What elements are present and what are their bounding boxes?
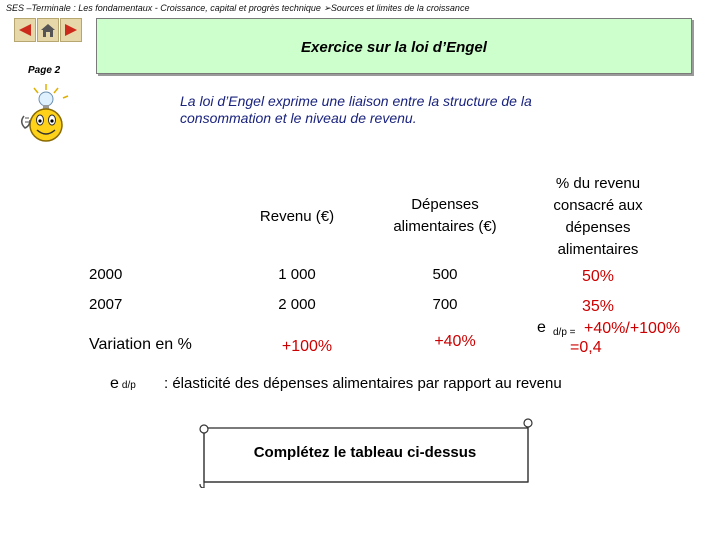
elasticity-definition [110, 375, 562, 393]
header-percent-line1: % du revenu [555, 175, 641, 192]
elasticity-calc-sub: d/p = [553, 327, 576, 338]
header-depenses-line1: Dépenses [411, 196, 479, 213]
header-percent-line4: alimentaires [557, 241, 639, 258]
row-2000-depenses: 500 [432, 266, 458, 283]
intro-text: La loi d’Engel exprime une liaison entre la structure de la consommation et le niveau de revenu. [180, 93, 532, 126]
home-icon [40, 22, 56, 38]
variation-depenses: +40% [434, 333, 476, 350]
variation-label: Variation en % [89, 336, 192, 353]
navigation-buttons [14, 18, 82, 42]
footer-text: : élasticité des dépenses alimentaires par rapport au revenu [163, 375, 562, 392]
home-button[interactable] [37, 18, 59, 42]
arrow-left-icon [17, 23, 33, 37]
footer-sub: d/p [121, 380, 136, 391]
row-2007-label: 2007 [89, 296, 123, 313]
next-button[interactable] [60, 18, 82, 42]
row-2000-percent: 50% [581, 268, 615, 285]
footer-e: e [110, 375, 119, 392]
elasticity-calc-result: =0,4 [570, 339, 602, 356]
page-number: Page 2 [28, 65, 61, 76]
header-revenu: Revenu (€) [259, 208, 335, 225]
scroll-instruction: Complétez le tableau ci-dessus [253, 444, 477, 461]
row-2000-label: 2000 [89, 266, 123, 283]
page-title: Exercice sur la loi d’Engel [301, 39, 487, 56]
previous-button[interactable] [14, 18, 36, 42]
smiley-lightbulb-icon [16, 82, 76, 144]
row-2007-percent: 35% [581, 298, 615, 315]
arrow-right-icon [63, 23, 79, 37]
breadcrumb: SES –Terminale : Les fondamentaux - Croissance, capital et progrès technique ➢Sources et limites de la croissance [6, 3, 470, 13]
header-depenses-line2: alimentaires (€) [393, 218, 497, 235]
header-percent-line3: dépenses [565, 219, 631, 236]
elasticity-calc-e: e [537, 319, 546, 336]
row-2007-revenu: 2 000 [278, 296, 316, 313]
row-2000-revenu: 1 000 [278, 266, 316, 283]
variation-revenu: +100% [281, 338, 333, 355]
elasticity-calc-ratio: +40%/+100% [584, 320, 681, 337]
title-banner [96, 18, 692, 74]
header-percent-line2: consacré aux [553, 197, 643, 214]
row-2007-depenses: 700 [432, 296, 458, 313]
